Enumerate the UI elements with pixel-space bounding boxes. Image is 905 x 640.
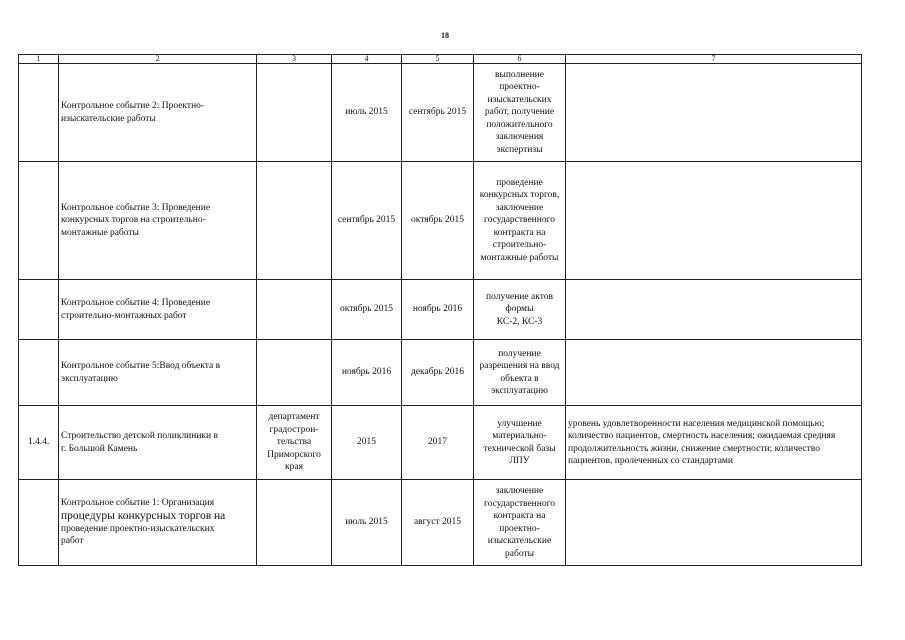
event-name-cell: Контрольное событие 2: Проектно- изыскательские работы (59, 64, 257, 162)
executor-cell (257, 280, 332, 340)
expected-result-cell: улучшение материально- технической базы ЛПУ (474, 406, 566, 480)
indicators-cell: уровень удовлетворенности населения медицинской помощью; количество пациентов, смертность населения; ожидаемая средняя продолжительность жизни, снижение смертности; количество пациентов, пролеченных со стандартами (566, 406, 862, 480)
column-number: 3 (257, 55, 332, 64)
table-row (19, 340, 862, 406)
executor-cell (257, 162, 332, 280)
indicators-cell (566, 340, 862, 406)
page-number: 18 (441, 31, 449, 40)
end-date-cell: октябрь 2015 (402, 162, 474, 280)
start-date-cell: сентябрь 2015 (332, 162, 402, 280)
start-date-cell: 2015 (332, 406, 402, 480)
table-row (19, 64, 862, 162)
executor-cell (257, 480, 332, 566)
event-name-cell: Контрольное событие 4: Проведение строительно-монтажных работ (59, 280, 257, 340)
column-number: 2 (59, 55, 257, 64)
column-number: 1 (19, 55, 59, 64)
executor-cell (257, 340, 332, 406)
column-number-row (19, 55, 862, 64)
expected-result-cell: проведение конкурсных торгов, заключение государственного контракта на строительно- монтажные работы (474, 162, 566, 280)
event-name-cell: Контрольное событие 3: Проведение конкурсных торгов на строительно- монтажные работы (59, 162, 257, 280)
table-row (19, 480, 862, 566)
column-number: 7 (566, 55, 862, 64)
executor-cell (257, 64, 332, 162)
event-name-cell (59, 480, 257, 566)
expected-result-cell: получение актов формы КС-2, КС-3 (474, 280, 566, 340)
column-number: 4 (332, 55, 402, 64)
indicators-cell (566, 162, 862, 280)
item-number-cell (19, 480, 59, 566)
table-row (19, 162, 862, 280)
start-date-cell: июль 2015 (332, 64, 402, 162)
end-date-cell: сентябрь 2015 (402, 64, 474, 162)
event-name-line: Контрольное событие 1: Организация (61, 498, 215, 509)
item-number-cell (19, 162, 59, 280)
indicators-cell (566, 64, 862, 162)
table-row (19, 406, 862, 480)
plan-table (18, 54, 862, 566)
item-number-cell (19, 64, 59, 162)
end-date-cell: декабрь 2016 (402, 340, 474, 406)
event-name-line: проведение проектно-изыскательских работ (61, 523, 215, 547)
table-row (19, 280, 862, 340)
column-number: 6 (474, 55, 566, 64)
end-date-cell: ноябрь 2016 (402, 280, 474, 340)
event-name-cell: Строительство детской поликлиники в г. Большой Камень (59, 406, 257, 480)
expected-result-cell: выполнение проектно- изыскательских работ, получение положительного заключения экспертизы (474, 64, 566, 162)
indicators-cell (566, 280, 862, 340)
executor-cell: департамент градострои- тельства Приморского края (257, 406, 332, 480)
column-number: 5 (402, 55, 474, 64)
expected-result-cell: получение разрешения на ввод объекта в эксплуатацию (474, 340, 566, 406)
expected-result-cell: заключение государственного контракта на проектно- изыскательские работы (474, 480, 566, 566)
event-name-cell: Контрольное событие 5:Ввод объекта в эксплуатацию (59, 340, 257, 406)
end-date-cell: август 2015 (402, 480, 474, 566)
start-date-cell: октябрь 2015 (332, 280, 402, 340)
item-number-cell (19, 280, 59, 340)
start-date-cell: ноябрь 2016 (332, 340, 402, 406)
indicators-cell (566, 480, 862, 566)
item-number-cell (19, 340, 59, 406)
start-date-cell: июль 2015 (332, 480, 402, 566)
item-number-cell: 1.4.4. (19, 406, 59, 480)
event-name-line: процедуры конкурсных торгов на (61, 509, 226, 522)
end-date-cell: 2017 (402, 406, 474, 480)
